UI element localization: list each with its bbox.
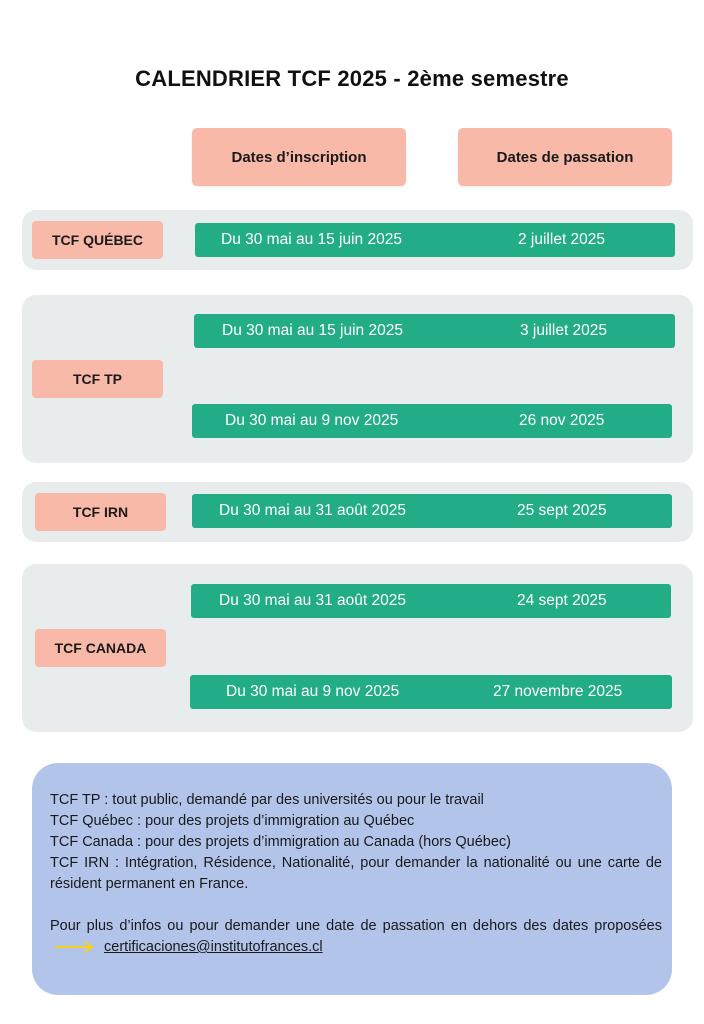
label-tcf-quebec: TCF QUÉBEC xyxy=(32,221,163,259)
passation-date: 3 juillet 2025 xyxy=(520,322,608,339)
info-line-irn: TCF IRN : Intégration, Résidence, Nationalité, pour demander la nationalité ou une carte de résident permanent en France. xyxy=(50,855,662,892)
page-title: CALENDRIER TCF 2025 - 2ème semestre xyxy=(135,66,569,91)
inscription-dates: Du 30 mai au 31 août 2025 xyxy=(219,592,406,609)
inscription-dates: Du 30 mai au 15 juin 2025 xyxy=(221,231,402,248)
info-line-canada: TCF Canada : pour des projets d’immigration au Canada (hors Québec) xyxy=(50,834,512,850)
passation-date: 24 sept 2025 xyxy=(517,592,607,609)
session-row-quebec-1 xyxy=(195,223,675,257)
info-line-tp: TCF TP : tout public, demandé par des universités ou pour le travail xyxy=(50,792,484,808)
label-tcf-tp: TCF TP xyxy=(32,360,163,398)
passation-date: 27 novembre 2025 xyxy=(493,683,623,700)
session-row-canada-2 xyxy=(190,675,672,709)
session-row-tp-2 xyxy=(192,404,672,438)
header-inscription: Dates d’inscription xyxy=(192,128,406,186)
session-row-canada-1 xyxy=(191,584,671,618)
info-line-quebec: TCF Québec : pour des projets d’immigration au Québec xyxy=(50,813,415,829)
inscription-dates: Du 30 mai au 9 nov 2025 xyxy=(226,683,400,700)
header-passation: Dates de passation xyxy=(458,128,672,186)
passation-date: 25 sept 2025 xyxy=(517,502,607,519)
email-link[interactable]: certificaciones@institutofrances.cl xyxy=(104,939,323,955)
inscription-dates: Du 30 mai au 31 août 2025 xyxy=(219,502,406,519)
inscription-dates: Du 30 mai au 9 nov 2025 xyxy=(225,412,399,429)
passation-date: 26 nov 2025 xyxy=(519,412,605,429)
session-row-irn-1 xyxy=(192,494,672,528)
passation-date: 2 juillet 2025 xyxy=(518,231,606,248)
info-contact xyxy=(50,916,662,958)
inscription-dates: Du 30 mai au 15 juin 2025 xyxy=(222,322,403,339)
label-tcf-irn: TCF IRN xyxy=(35,493,166,531)
info-box xyxy=(32,763,672,995)
session-row-tp-1 xyxy=(194,314,675,348)
contact-text: Pour plus d’infos ou pour demander une date de passation en dehors des dates proposées xyxy=(50,918,662,934)
arrow-right-icon xyxy=(54,941,94,953)
label-tcf-canada: TCF CANADA xyxy=(35,629,166,667)
